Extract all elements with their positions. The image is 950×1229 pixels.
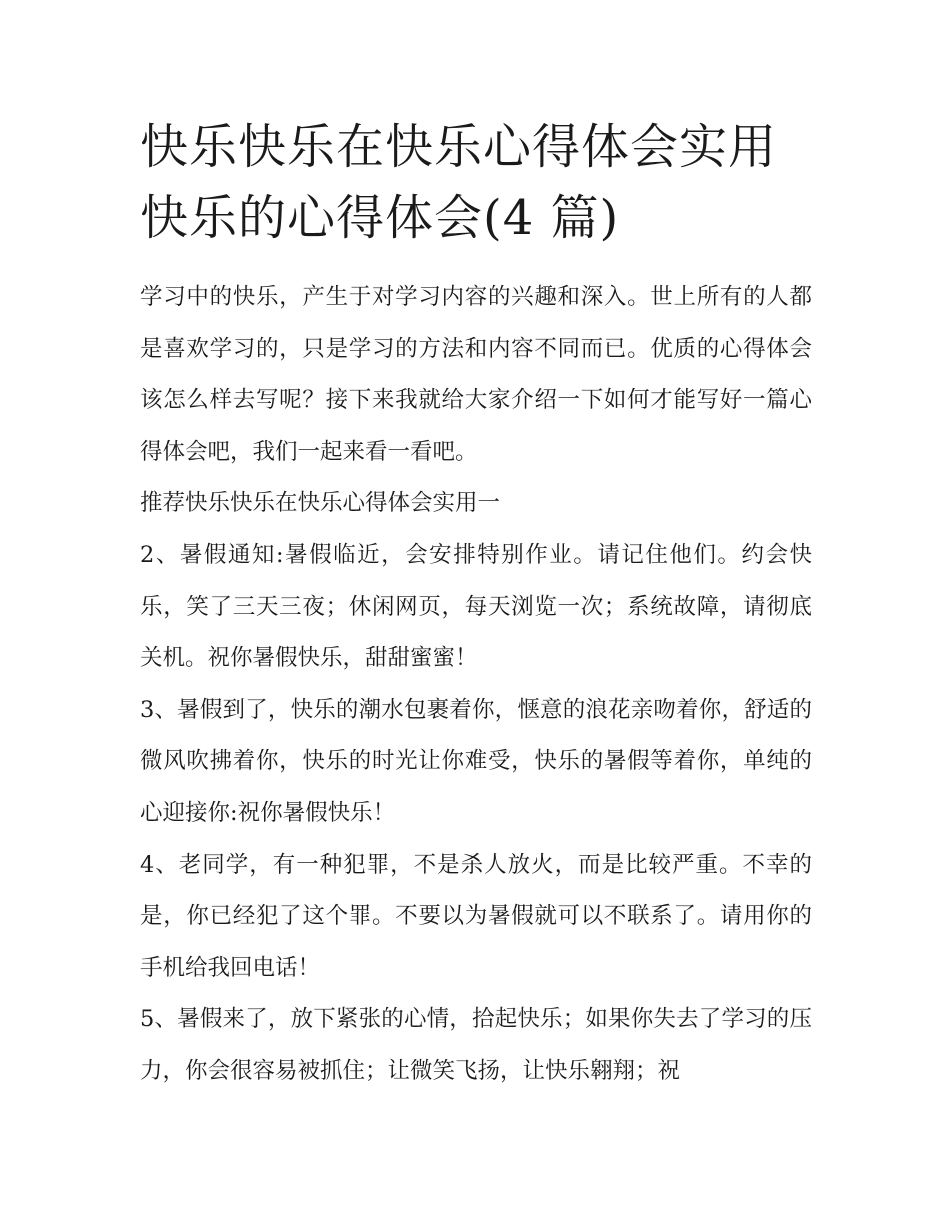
section-heading: 推荐快乐快乐在快乐心得体会实用一 [140,490,501,517]
list-item-3: 3、暑假到了，快乐的潮水包裹着你，惬意的浪花亲吻着你，舒适的微风吹拂着你，快乐的时光让你难受，快乐的暑假等着你，单纯的心迎接你:祝你暑假快乐！ [140,696,812,826]
intro-paragraph: 学习中的快乐，产生于对学习内容的兴趣和深入。世上所有的人都是喜欢学习的，只是学习的方法和内容不同而已。优质的心得体会该怎么样去写呢？接下来我就给大家介绍一下如何才能写好一篇心得体会吧，我们一起来看一看吧。 [140,284,812,465]
document-page [140,112,812,1098]
document-title [140,112,812,254]
list-item-5: 5、暑假来了，放下紧张的心情，拾起快乐；如果你失去了学习的压力，你会很容易被抓住；让微笑飞扬，让快乐翱翔；祝 [140,1006,812,1084]
list-item-4: 4、老同学，有一种犯罪，不是杀人放火，而是比较严重。不幸的是，你已经犯了这个罪。不要以为暑假就可以不联系了。请用你的手机给我回电话！ [140,851,812,981]
title-line-1: 快乐快乐在快乐心得体会实用 [140,119,778,175]
title-line-2: 快乐的心得体会(4 篇) [140,190,620,246]
list-item-2: 2、暑假通知:暑假临近，会安排特别作业。请记住他们。约会快乐，笑了三天三夜；休闲网页，每天浏览一次；系统故障，请彻底关机。祝你暑假快乐，甜甜蜜蜜！ [140,541,812,672]
document-body [140,272,812,1098]
